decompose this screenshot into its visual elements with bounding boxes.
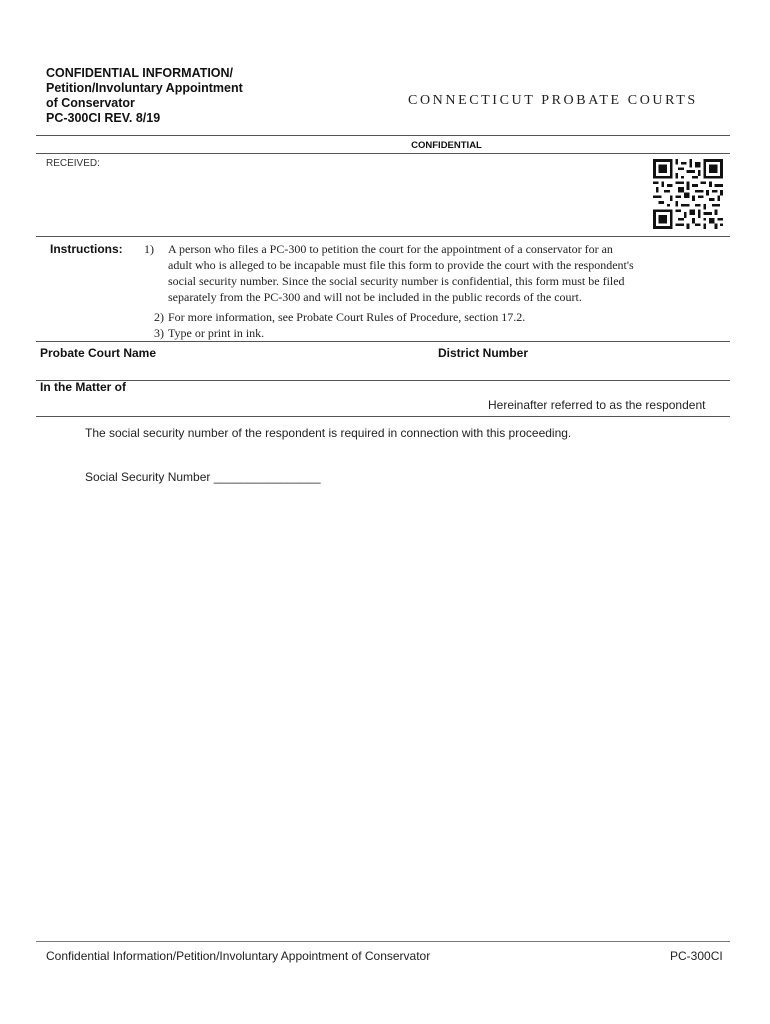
instructions-divider (36, 341, 730, 342)
court-system-name: CONNECTICUT PROBATE COURTS (408, 93, 698, 108)
ssn-input[interactable]: ________________ (213, 470, 321, 484)
probate-court-name-label: Probate Court Name (40, 346, 157, 360)
footer-divider (36, 941, 730, 942)
in-the-matter-of-label: In the Matter of (40, 380, 126, 394)
respondent-note: Hereinafter referred to as the respondent (488, 398, 706, 412)
instruction-number: 2) (154, 310, 164, 324)
form-title-line: of Conservator (46, 96, 135, 110)
instruction-item-3: Type or print in ink. (168, 326, 265, 340)
instruction-item-2: For more information, see Probate Court Rules of Procedure, section 17.2. (168, 310, 526, 324)
form-title-line: CONFIDENTIAL INFORMATION/ (46, 66, 234, 80)
instruction-item-1 (168, 241, 634, 305)
ssn-row (85, 470, 321, 484)
footer-form-title: Confidential Information/Petition/Involuntary Appointment of Conservator (46, 949, 431, 963)
instructions-label: Instructions: (50, 242, 123, 256)
qr-code-icon (653, 159, 723, 229)
received-label: RECEIVED: (46, 158, 100, 169)
form-number: PC-300CI REV. 8/19 (46, 111, 161, 125)
probate-court-name-field[interactable] (165, 345, 430, 378)
instruction-line: social security number. Since the social security number is confidential, this form must be filed (168, 274, 625, 288)
form-title (46, 66, 243, 126)
court-row-divider (36, 380, 730, 381)
received-divider (36, 236, 730, 237)
instruction-number: 3) (154, 326, 164, 340)
district-number-field[interactable] (535, 345, 725, 378)
instruction-number: 1) (144, 242, 154, 256)
confidential-label: CONFIDENTIAL (411, 140, 482, 151)
form-title-line: Petition/Involuntary Appointment (46, 81, 243, 95)
confidential-divider (36, 153, 730, 154)
footer-form-number: PC-300CI (670, 949, 723, 963)
ssn-requirement-statement: The social security number of the respondent is required in connection with this proceeding. (85, 426, 572, 440)
respondent-name-field[interactable] (135, 382, 725, 398)
matter-divider (36, 416, 730, 417)
instruction-line: separately from the PC-300 and will not be included in the public records of the court. (168, 290, 582, 304)
ssn-label: Social Security Number (85, 470, 211, 484)
instruction-line: A person who files a PC-300 to petition the court for the appointment of a conservator for an (168, 242, 613, 256)
header-divider (36, 135, 730, 136)
district-number-label: District Number (438, 346, 529, 360)
instruction-line: adult who is alleged to be incapable must file this form to provide the court with the respondent's (168, 258, 634, 272)
